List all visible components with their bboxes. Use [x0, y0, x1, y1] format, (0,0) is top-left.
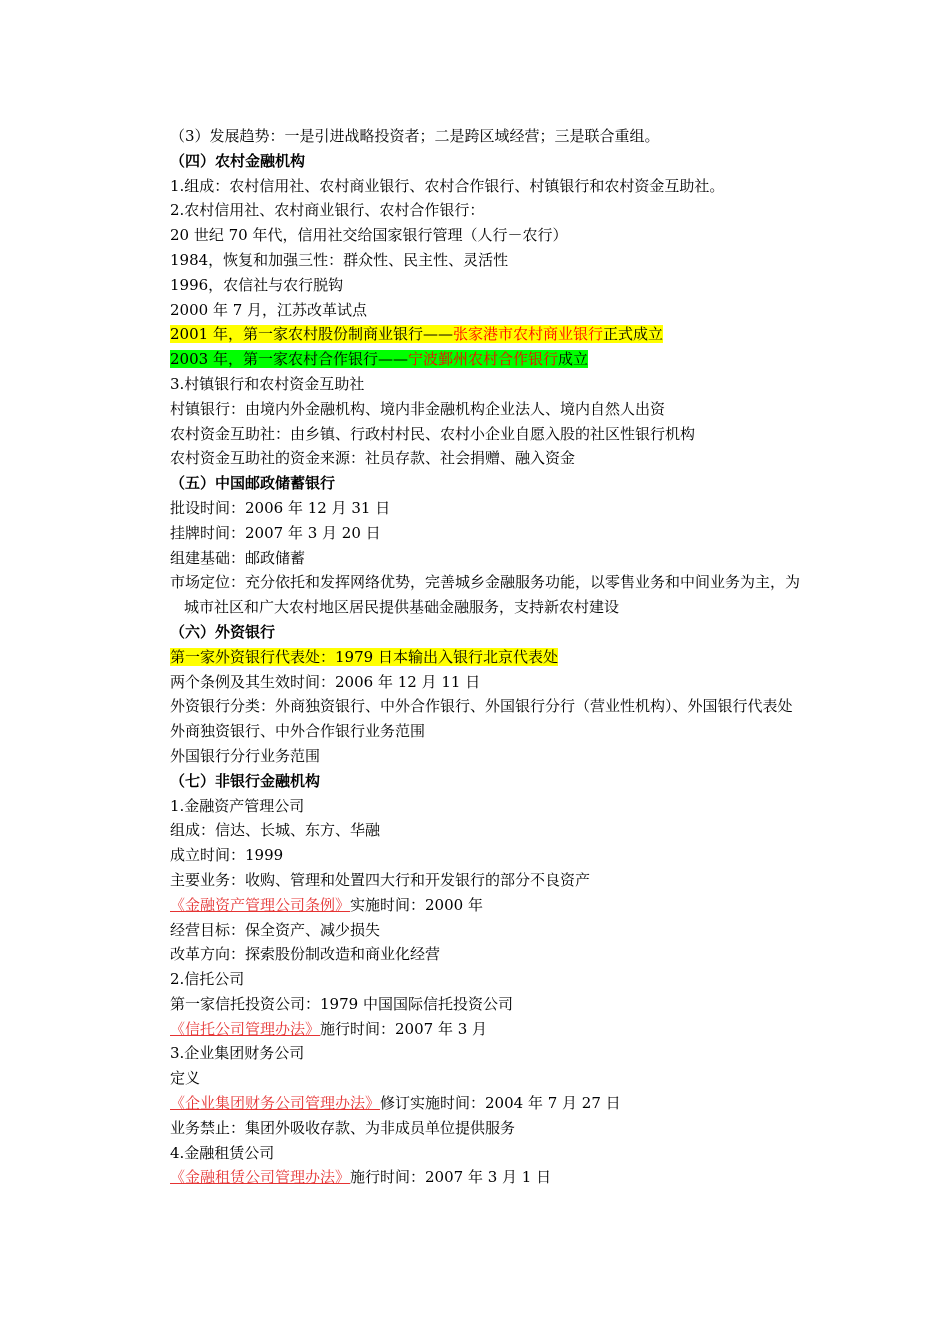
highlight-red-text: 张家港市农村商业银行 — [452, 325, 603, 344]
regulation-date: 施行时间：2007 年 3 月 1 日 — [350, 1168, 552, 1187]
text-line: 外国银行分行业务范围 — [170, 746, 321, 765]
highlight-line-1979 — [170, 645, 810, 670]
regulation-line — [170, 893, 810, 918]
section-heading-rural: （四）农村金融机构 — [170, 151, 306, 170]
text-line: 定义 — [170, 1069, 201, 1088]
text-line: 20 世纪 70 年代，信用社交给国家银行管理（人行－农行） — [170, 226, 568, 245]
text-line: 4.金融租赁公司 — [170, 1143, 275, 1162]
regulation-line — [170, 1165, 810, 1190]
regulation-link[interactable]: 《金融资产管理公司条例》 — [170, 895, 351, 914]
regulation-line — [170, 1091, 810, 1116]
text-line: 批设时间：2006 年 12 月 31 日 — [170, 498, 391, 517]
highlight-line-2003 — [170, 347, 810, 372]
text-line: 2000 年 7 月，江苏改革试点 — [170, 300, 368, 319]
text-line: 农村资金互助社：由乡镇、行政村村民、农村小企业自愿入股的社区性银行机构 — [170, 424, 696, 443]
highlight-line-2001 — [170, 322, 810, 347]
text-line: 外商独资银行、中外合作银行业务范围 — [170, 722, 426, 741]
text-line: 2.信托公司 — [170, 970, 245, 989]
highlight-text: 2003 年，第一家农村合作银行—— — [170, 350, 408, 369]
text-line: 2.农村信用社、农村商业银行、农村合作银行： — [170, 201, 485, 220]
text-line: 1.组成：农村信用社、农村商业银行、农村合作银行、村镇银行和农村资金互助社。 — [170, 176, 725, 195]
section-heading-postal: （五）中国邮政储蓄银行 — [170, 474, 336, 493]
text-line: 组建基础：邮政储蓄 — [170, 548, 306, 567]
text-line: 3.村镇银行和农村资金互助社 — [170, 374, 365, 393]
highlight-red-text: 宁波鄞州农村合作银行 — [407, 350, 558, 369]
text-line: 农村资金互助社的资金来源：社员存款、社会捐赠、融入资金 — [170, 449, 576, 468]
text-line: 3.企业集团财务公司 — [170, 1044, 305, 1063]
trend-line: （3）发展趋势：一是引进战略投资者；二是跨区域经营；三是联合重组。 — [170, 127, 660, 145]
text-line: 第一家信托投资公司：1979 中国国际信托投资公司 — [170, 994, 513, 1013]
section-heading-nonbank: （七）非银行金融机构 — [170, 771, 321, 790]
highlight-text: 2001 年，第一家农村股份制商业银行—— — [170, 325, 453, 344]
text-line: 挂牌时间：2007 年 3 月 20 日 — [170, 523, 381, 542]
highlight-text: 成立 — [557, 350, 588, 369]
text-line: 经营目标：保全资产、减少损失 — [170, 920, 381, 939]
text-line: 两个条例及其生效时间：2006 年 12 月 11 日 — [170, 672, 481, 691]
text-line: 改革方向：探索股份制改造和商业化经营 — [170, 945, 441, 964]
text-line: 主要业务：收购、管理和处置四大行和开发银行的部分不良资产 — [170, 870, 591, 889]
text-paragraph: 外资银行分类：外商独资银行、中外合作银行、外国银行分行（营业性机构）、外国银行代表处 — [170, 697, 793, 716]
text-line: 1.金融资产管理公司 — [170, 796, 305, 815]
regulation-date: 修订实施时间：2004 年 7 月 27 日 — [380, 1094, 621, 1113]
highlight-text: 正式成立 — [602, 325, 663, 344]
regulation-date: 实施时间：2000 年 — [350, 895, 483, 914]
regulation-link[interactable]: 《企业集团财务公司管理办法》 — [170, 1094, 381, 1113]
text-line: 村镇银行：由境内外金融机构、境内非金融机构企业法人、境内自然人出资 — [170, 399, 666, 418]
text-line: 组成：信达、长城、东方、华融 — [170, 821, 381, 840]
text-paragraph: 市场定位：充分依托和发挥网络优势，完善城乡金融服务功能，以零售业务和中间业务为主，为城市社区和广大农村地区居民提供基础金融服务，支持新农村建设 — [170, 573, 801, 617]
document-body — [170, 124, 810, 1190]
highlight-text: 第一家外资银行代表处：1979 日本输出入银行北京代表处 — [170, 647, 558, 666]
regulation-date: 施行时间：2007 年 3 月 — [320, 1019, 488, 1038]
section-heading-foreign: （六）外资银行 — [170, 622, 276, 641]
regulation-link[interactable]: 《信托公司管理办法》 — [170, 1019, 321, 1038]
text-line: 1996，农信社与农行脱钩 — [170, 275, 344, 294]
text-line: 1984，恢复和加强三性：群众性、民主性、灵活性 — [170, 250, 509, 269]
regulation-link[interactable]: 《金融租赁公司管理办法》 — [170, 1168, 351, 1187]
text-line: 业务禁止：集团外吸收存款、为非成员单位提供服务 — [170, 1118, 516, 1137]
text-line: 成立时间：1999 — [170, 846, 284, 865]
regulation-line — [170, 1017, 810, 1042]
